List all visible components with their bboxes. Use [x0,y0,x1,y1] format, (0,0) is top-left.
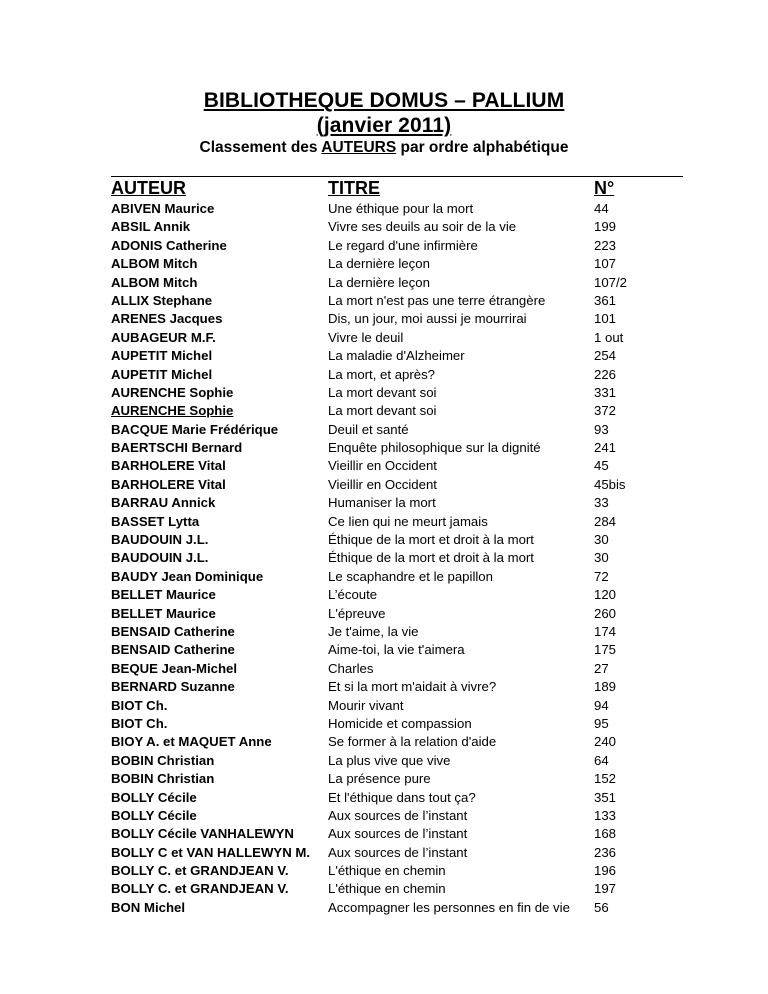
table-row [111,733,711,751]
title-cell: Mourir vivant [328,697,404,713]
number-cell: 168 [594,826,617,842]
author-cell: ALBOM Mitch [111,256,198,272]
author-cell: AURENCHE Sophie [111,384,234,400]
title-cell: Éthique de la mort et droit à la mort [328,532,534,548]
title-cell: Humaniser la mort [328,495,436,511]
author-cell: BOLLY C. et GRANDJEAN V. [111,881,289,897]
title-cell: Se former à la relation d'aide [328,734,497,750]
number-cell: 56 [594,899,609,915]
title-cell: La maladie d'Alzheimer [328,348,465,364]
number-cell: 351 [594,789,617,805]
author-cell: ABSIL Annik [111,219,191,235]
author-cell: BENSAID Catherine [111,642,235,658]
author-cell: BARHOLERE Vital [111,476,226,492]
table-row [111,586,711,604]
author-cell: ALLIX Stephane [111,292,213,308]
table-row [111,366,711,384]
author-cell: BIOY A. et MAQUET Anne [111,734,272,750]
author-cell: BIOT Ch. [111,715,168,731]
table-row [111,568,711,586]
author-cell: BAUDOUIN J.L. [111,550,209,566]
number-cell: 30 [594,532,609,548]
number-cell: 27 [594,660,609,676]
document-subtitle [0,139,768,157]
author-cell: BEQUE Jean-Michel [111,660,238,676]
number-cell: 120 [594,587,617,603]
table-row [111,825,711,843]
table-row [111,255,711,273]
table-row [111,476,711,494]
author-cell: BAUDOUIN J.L. [111,532,209,548]
number-cell: 260 [594,605,617,621]
title-cell: Vivre le deuil [328,329,404,345]
number-cell: 241 [594,440,617,456]
author-cell: BON Michel [111,899,186,915]
title-cell: Dis, un jour, moi aussi je mourrirai [328,311,527,327]
number-cell: 101 [594,311,617,327]
number-cell: 107/2 [594,274,628,290]
number-cell: 64 [594,752,609,768]
number-cell: 331 [594,384,617,400]
title-cell: Aux sources de l’instant [328,844,468,860]
number-cell: 361 [594,292,617,308]
title-cell: La présence pure [328,771,431,787]
author-cell: ARENES Jacques [111,311,223,327]
document-date: (janvier 2011) [316,114,452,137]
title-cell: Homicide et compassion [328,715,472,731]
title-cell: Vieillir en Occident [328,476,437,492]
author-cell: AURENCHE Sophie [111,403,234,419]
author-cell: AUBAGEUR M.F. [111,329,216,345]
number-cell: 199 [594,219,617,235]
author-cell: AUPETIT Michel [111,348,213,364]
title-cell: La mort devant soi [328,384,437,400]
author-cell: BOBIN Christian [111,752,215,768]
number-cell: 33 [594,495,609,511]
number-cell: 94 [594,697,609,713]
table-row [111,402,711,420]
title-cell: La dernière leçon [328,274,430,290]
column-header-num: N° [594,178,615,198]
title-cell: Le scaphandre et le papillon [328,568,493,584]
title-cell: Et l'éthique dans tout ça? [328,789,476,805]
number-cell: 197 [594,881,617,897]
table-row [111,274,711,292]
number-cell: 93 [594,421,609,437]
number-cell: 175 [594,642,617,658]
table-row [111,218,711,236]
table-row [111,494,711,512]
title-cell: L’écoute [328,587,378,603]
table-row [111,678,711,696]
table-row [111,862,711,880]
number-cell: 254 [594,348,617,364]
author-cell: BELLET Maurice [111,587,216,603]
author-cell: ALBOM Mitch [111,274,198,290]
author-cell: BERNARD Suzanne [111,679,235,695]
subtitle-post: par ordre alphabétique [396,139,569,156]
number-cell: 284 [594,513,617,529]
title-cell: Charles [328,660,374,676]
table-row [111,789,711,807]
title-cell: L'épreuve [328,605,386,621]
title-cell: Ce lien qui ne meurt jamais [328,513,488,529]
author-cell: BELLET Maurice [111,605,216,621]
title-cell: L'éthique en chemin [328,881,446,897]
title-cell: Je t'aime, la vie [328,623,419,639]
table-row [111,715,711,733]
title-cell: Aux sources de l’instant [328,807,468,823]
author-cell: BASSET Lytta [111,513,200,529]
author-cell: BAUDY Jean Dominique [111,568,264,584]
number-cell: 45bis [594,476,626,492]
author-cell: BOLLY Cécile [111,807,197,823]
table-row [111,513,711,531]
table-row [111,237,711,255]
number-cell: 133 [594,807,617,823]
table-row [111,752,711,770]
title-cell: La dernière leçon [328,256,430,272]
number-cell: 189 [594,679,617,695]
number-cell: 95 [594,715,609,731]
number-cell: 30 [594,550,609,566]
author-cell: BOBIN Christian [111,771,215,787]
author-cell: ADONIS Catherine [111,237,227,253]
title-cell: Aux sources de l’instant [328,826,468,842]
table-row [111,531,711,549]
table-row [111,292,711,310]
number-cell: 45 [594,458,609,474]
author-cell: BAERTSCHI Bernard [111,440,243,456]
author-cell: AUPETIT Michel [111,366,213,382]
title-cell: Le regard d'une infirmière [328,237,478,253]
author-cell: BARRAU Annick [111,495,216,511]
author-cell: BACQUE Marie Frédérique [111,421,279,437]
number-cell: 372 [594,403,617,419]
table-row [111,605,711,623]
number-cell: 174 [594,623,617,639]
table-row [111,439,711,457]
title-cell: Une éthique pour la mort [328,201,474,216]
title-cell: Et si la mort m'aidait à vivre? [328,679,497,695]
number-cell: 196 [594,863,617,879]
number-cell: 152 [594,771,617,787]
table-row [111,310,711,328]
table-header [111,176,683,201]
author-cell: BOLLY Cécile VANHALEWYN [111,826,294,842]
number-cell: 1 out [594,329,624,345]
column-header-titre: TITRE [328,178,380,198]
table-row [111,347,711,365]
number-cell: 223 [594,237,617,253]
number-cell: 240 [594,734,617,750]
title-cell: La mort, et après? [328,366,436,382]
table-row [111,880,711,898]
author-cell: BOLLY Cécile [111,789,197,805]
author-cell: BIOT Ch. [111,697,168,713]
table-row [111,641,711,659]
author-cell: BOLLY C. et GRANDJEAN V. [111,863,289,879]
author-cell: BOLLY C et VAN HALLEWYN M. [111,844,311,860]
document-title: BIBLIOTHEQUE DOMUS – PALLIUM [203,89,565,112]
title-cell: La plus vive que vive [328,752,451,768]
title-cell: L'éthique en chemin [328,863,446,879]
number-cell: 226 [594,366,617,382]
table-row [111,200,711,218]
author-cell: BARHOLERE Vital [111,458,226,474]
title-cell: Vieillir en Occident [328,458,437,474]
title-cell: La mort devant soi [328,403,437,419]
title-cell: Deuil et santé [328,421,409,437]
table-row [111,697,711,715]
number-cell: 236 [594,844,617,860]
book-list [111,200,711,917]
table-row [111,623,711,641]
table-row [111,807,711,825]
number-cell: 72 [594,568,609,584]
subtitle-pre: Classement des [199,139,322,156]
number-cell: 44 [594,201,609,216]
title-cell: Accompagner les personnes en fin de vie [328,899,570,915]
title-cell: Vivre ses deuils au soir de la vie [328,219,517,235]
table-row [111,660,711,678]
table-row [111,844,711,862]
author-cell: ABIVEN Maurice [111,201,215,216]
table-row [111,421,711,439]
title-cell: Éthique de la mort et droit à la mort [328,550,534,566]
number-cell: 107 [594,256,617,272]
table-row [111,384,711,402]
title-cell: Aime-toi, la vie t'aimera [328,642,465,658]
table-row [111,770,711,788]
title-cell: Enquête philosophique sur la dignité [328,440,541,456]
title-cell: La mort n'est pas une terre étrangère [328,292,546,308]
table-row [111,549,711,567]
column-header-auteur: AUTEUR [111,178,186,198]
author-cell: BENSAID Catherine [111,623,235,639]
table-row [111,457,711,475]
table-row [111,329,711,347]
subtitle-underlined: AUTEURS [321,139,397,156]
table-row [111,899,711,917]
